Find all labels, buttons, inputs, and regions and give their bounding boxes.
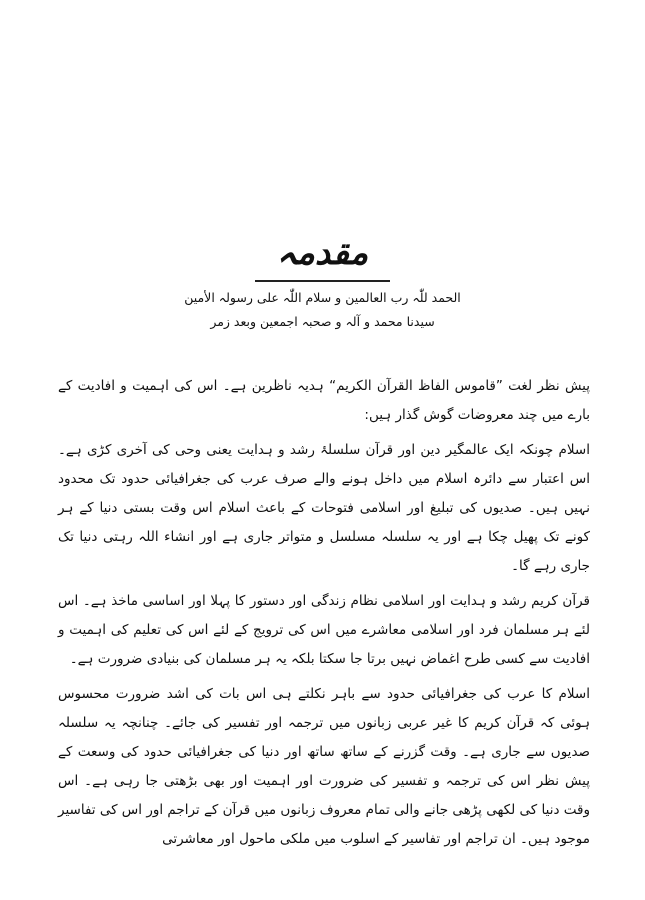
body-text [58, 372, 590, 860]
paragraph-3: قرآن کریم رشد و ہدایت اور اسلامی نظام زندگی اور دستور کا پہلا اور اساسی ماخذ ہے۔ اس لئے ہر مسلمان فرد اور اسلامی معاشرے میں اس کی ترویج کے لئے اس کی تعلیم کی اہمیت و افادیت سے کسی طرح اغماض نہیں برتا جا سکتا بلکہ یہ ہر مسلمان کی بنیادی ضرورت ہے۔ [58, 593, 590, 667]
paragraph-2: اسلام چونکہ ایک عالمگیر دین اور قرآن سلسلۂ رشد و ہدایت یعنی وحی کی آخری کڑی ہے۔ اس اعتبار سے دائرہ اسلام میں داخل ہونے والے صرف عرب کی جغرافیائی حدود تک محدود نہیں ہیں۔ صدیوں کی تبلیغ اور اسلامی فتوحات کے باعث اسلام اس وقت بستی دنیا کے ہر کونے تک پھیل چکا ہے اور یہ سلسلہ مسلسل و متواتر جاری ہے اور انشاء اللہ رہتی دنیا تک جاری رہے گا۔ [58, 442, 590, 574]
paragraph-4: اسلام کا عرب کی جغرافیائی حدود سے باہر نکلتے ہی اس بات کی اشد ضرورت محسوس ہوئی کہ قرآن کریم کا غیر عربی زبانوں میں ترجمہ اور تفسیر کی جائے۔ چنانچہ یہ سلسلہ صدیوں سے جاری ہے۔ وقت گزرنے کے ساتھ ساتھ اور دنیا کی جغرافیائی حدود کی وسعت کے پیش نظر اس کی ترجمہ و تفسیر کی ضرورت اور اہمیت اور بھی بڑھتی جا رہی ہے۔ اس وقت دنیا کی لکھی پڑھی جانے والی تمام معروف زبانوں میں قرآن کے تراجم اور اس کی تفاسیر موجود ہیں۔ ان تراجم اور تفاسیر کے اسلوب میں ملکی ماحول اور معاشرتی [58, 686, 590, 847]
page-title: مقدمہ [276, 233, 369, 273]
title-underline [255, 280, 390, 282]
paragraph-1: پیش نظر لغت ”قاموس الفاظ القرآن الکریم“ ہدیہ ناظرین ہے۔ اس کی اہمیت و افادیت کے بارے میں چند معروضات گوش گذار ہیں: [58, 378, 590, 423]
invocation-line-1: الحمد للّٰہ رب العالمین و سلام اللّٰہ علی رسولہ الأمین [184, 290, 461, 305]
invocation-line-2: سیدنا محمد و آلہ و صحبہ اجمعین وبعد زمر [210, 314, 435, 329]
